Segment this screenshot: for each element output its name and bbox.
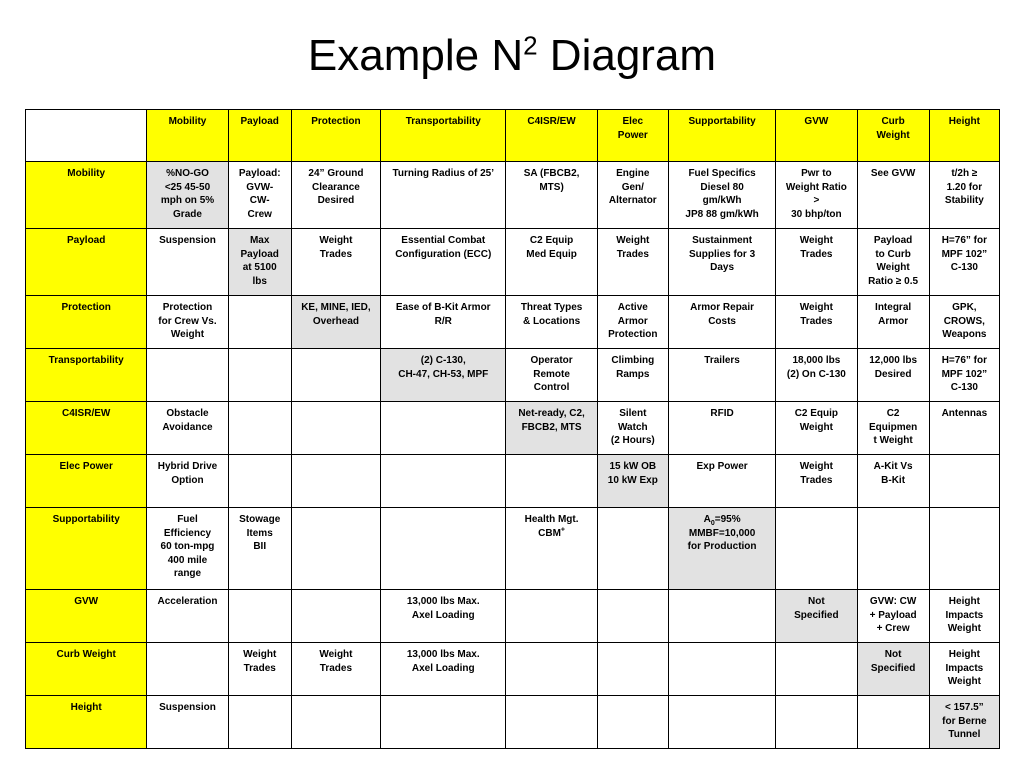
interface-cell [291, 349, 380, 402]
table-row [26, 402, 1000, 455]
row-header: Supportability [26, 508, 147, 590]
column-header: Mobility [147, 110, 228, 162]
table-row [26, 349, 1000, 402]
interface-cell: C2 Equipmen t Weight [857, 402, 929, 455]
header-row [26, 110, 1000, 162]
interface-cell: Active Armor Protection [597, 296, 668, 349]
interface-cell: Pwr to Weight Ratio > 30 bhp/ton [776, 162, 857, 229]
interface-cell: Climbing Ramps [597, 349, 668, 402]
interface-cell [228, 455, 291, 508]
column-header: Supportability [668, 110, 775, 162]
interface-cell [506, 643, 597, 696]
interface-cell [929, 455, 999, 508]
table-row [26, 590, 1000, 643]
interface-cell: Operator Remote Control [506, 349, 597, 402]
interface-cell: 13,000 lbs Max. Axel Loading [381, 590, 506, 643]
column-header: C4ISR/EW [506, 110, 597, 162]
table-row [26, 508, 1000, 590]
interface-cell [597, 590, 668, 643]
n2-diagram-table [25, 109, 1000, 749]
interface-cell: Payload: GVW- CW- Crew [228, 162, 291, 229]
table-row [26, 229, 1000, 296]
interface-cell: 18,000 lbs (2) On C-130 [776, 349, 857, 402]
interface-cell: Suspension [147, 696, 228, 749]
interface-cell: A-Kit Vs B-Kit [857, 455, 929, 508]
interface-cell [381, 455, 506, 508]
interface-cell: Trailers [668, 349, 775, 402]
row-header: Payload [26, 229, 147, 296]
interface-cell: 13,000 lbs Max. Axel Loading [381, 643, 506, 696]
column-header: GVW [776, 110, 857, 162]
interface-cell: Turning Radius of 25’ [381, 162, 506, 229]
interface-cell: Fuel Efficiency 60 ton-mpg 400 mile range [147, 508, 228, 590]
interface-cell: Essential Combat Configuration (ECC) [381, 229, 506, 296]
interface-cell [668, 643, 775, 696]
diagonal-cell: $A_0=95\%$ MMBF=10,000 for Production [668, 508, 775, 590]
interface-cell: Height Impacts Weight [929, 590, 999, 643]
column-header: Elec Power [597, 110, 668, 162]
diagonal-cell: < 157.5” for Berne Tunnel [929, 696, 999, 749]
interface-cell: Ease of B-Kit Armor R/R [381, 296, 506, 349]
interface-cell [776, 508, 857, 590]
table-row [26, 162, 1000, 229]
page-title [0, 26, 1024, 86]
title-text: Example N [307, 31, 524, 80]
diagonal-cell: Net-ready, C2, FBCB2, MTS [506, 402, 597, 455]
diagonal-cell: KE, MINE, IED, Overhead [291, 296, 380, 349]
column-header: Payload [228, 110, 291, 162]
interface-cell: Obstacle Avoidance [147, 402, 228, 455]
interface-cell [147, 643, 228, 696]
interface-cell: Weight Trades [776, 455, 857, 508]
interface-cell: Engine Gen/ Alternator [597, 162, 668, 229]
interface-cell [857, 508, 929, 590]
column-header: Height [929, 110, 999, 162]
interface-cell: Antennas [929, 402, 999, 455]
interface-cell: Weight Trades [776, 296, 857, 349]
diagonal-cell: Not Specified [776, 590, 857, 643]
table-row [26, 455, 1000, 508]
interface-cell: Height Impacts Weight [929, 643, 999, 696]
interface-cell: Weight Trades [291, 643, 380, 696]
interface-cell [597, 696, 668, 749]
interface-cell: Integral Armor [857, 296, 929, 349]
interface-cell [597, 508, 668, 590]
interface-cell: GPK, CROWS, Weapons [929, 296, 999, 349]
interface-cell [857, 696, 929, 749]
interface-cell: Weight Trades [228, 643, 291, 696]
interface-cell [228, 296, 291, 349]
interface-cell: H=76” for MPF 102” C-130 [929, 349, 999, 402]
title-suffix: Diagram [549, 31, 717, 80]
row-header: Elec Power [26, 455, 147, 508]
interface-cell: H=76” for MPF 102” C-130 [929, 229, 999, 296]
interface-cell [291, 508, 380, 590]
diagonal-cell: Max Payload at 5100 lbs [228, 229, 291, 296]
row-header: Mobility [26, 162, 147, 229]
table-row [26, 643, 1000, 696]
table-row [26, 296, 1000, 349]
interface-cell [381, 508, 506, 590]
interface-cell: t/2h ≥ 1.20 for Stability [929, 162, 999, 229]
interface-cell [228, 590, 291, 643]
interface-cell: See GVW [857, 162, 929, 229]
interface-cell [668, 696, 775, 749]
title-superscript: 2 [523, 30, 538, 61]
interface-cell: Acceleration [147, 590, 228, 643]
interface-cell: RFID [668, 402, 775, 455]
interface-cell: Fuel Specifics Diesel 80 gm/kWh JP8 88 gm/kWh [668, 162, 775, 229]
interface-cell: Health Mgt. CBM+ [506, 508, 597, 590]
interface-cell [381, 696, 506, 749]
interface-cell: Silent Watch (2 Hours) [597, 402, 668, 455]
row-header: Transportability [26, 349, 147, 402]
interface-cell: C2 Equip Weight [776, 402, 857, 455]
interface-cell: GVW: CW + Payload + Crew [857, 590, 929, 643]
interface-cell [506, 590, 597, 643]
interface-cell [381, 402, 506, 455]
interface-cell: 12,000 lbs Desired [857, 349, 929, 402]
interface-cell [228, 696, 291, 749]
interface-cell [668, 590, 775, 643]
column-header: Transportability [381, 110, 506, 162]
interface-cell: Payload to Curb Weight Ratio ≥ 0.5 [857, 229, 929, 296]
diagonal-cell: (2) C-130, CH-47, CH-53, MPF [381, 349, 506, 402]
interface-cell [228, 349, 291, 402]
interface-cell: Protection for Crew Vs. Weight [147, 296, 228, 349]
table-row [26, 696, 1000, 749]
interface-cell [228, 402, 291, 455]
row-header: Protection [26, 296, 147, 349]
column-header: Curb Weight [857, 110, 929, 162]
interface-cell: Exp Power [668, 455, 775, 508]
column-header: Protection [291, 110, 380, 162]
interface-cell: 24” Ground Clearance Desired [291, 162, 380, 229]
interface-cell: Threat Types & Locations [506, 296, 597, 349]
interface-cell: Weight Trades [776, 229, 857, 296]
interface-cell: Hybrid Drive Option [147, 455, 228, 508]
row-header: C4ISR/EW [26, 402, 147, 455]
interface-cell: SA (FBCB2, MTS) [506, 162, 597, 229]
row-header: GVW [26, 590, 147, 643]
row-header: Curb Weight [26, 643, 147, 696]
interface-cell [506, 696, 597, 749]
interface-cell: Suspension [147, 229, 228, 296]
interface-cell [291, 455, 380, 508]
interface-cell [776, 643, 857, 696]
interface-cell [291, 696, 380, 749]
interface-cell [506, 455, 597, 508]
interface-cell [597, 643, 668, 696]
diagonal-cell: Not Specified [857, 643, 929, 696]
interface-cell: Stowage Items BII [228, 508, 291, 590]
interface-cell [291, 590, 380, 643]
diagonal-cell: %NO-GO <25 45-50 mph on 5% Grade [147, 162, 228, 229]
row-header: Height [26, 696, 147, 749]
interface-cell: Armor Repair Costs [668, 296, 775, 349]
interface-cell [929, 508, 999, 590]
interface-cell: Sustainment Supplies for 3 Days [668, 229, 775, 296]
interface-cell [291, 402, 380, 455]
corner-cell [26, 110, 147, 162]
diagonal-cell: 15 kW OB 10 kW Exp [597, 455, 668, 508]
interface-cell [147, 349, 228, 402]
interface-cell [776, 696, 857, 749]
interface-cell: C2 Equip Med Equip [506, 229, 597, 296]
interface-cell: Weight Trades [597, 229, 668, 296]
interface-cell: Weight Trades [291, 229, 380, 296]
